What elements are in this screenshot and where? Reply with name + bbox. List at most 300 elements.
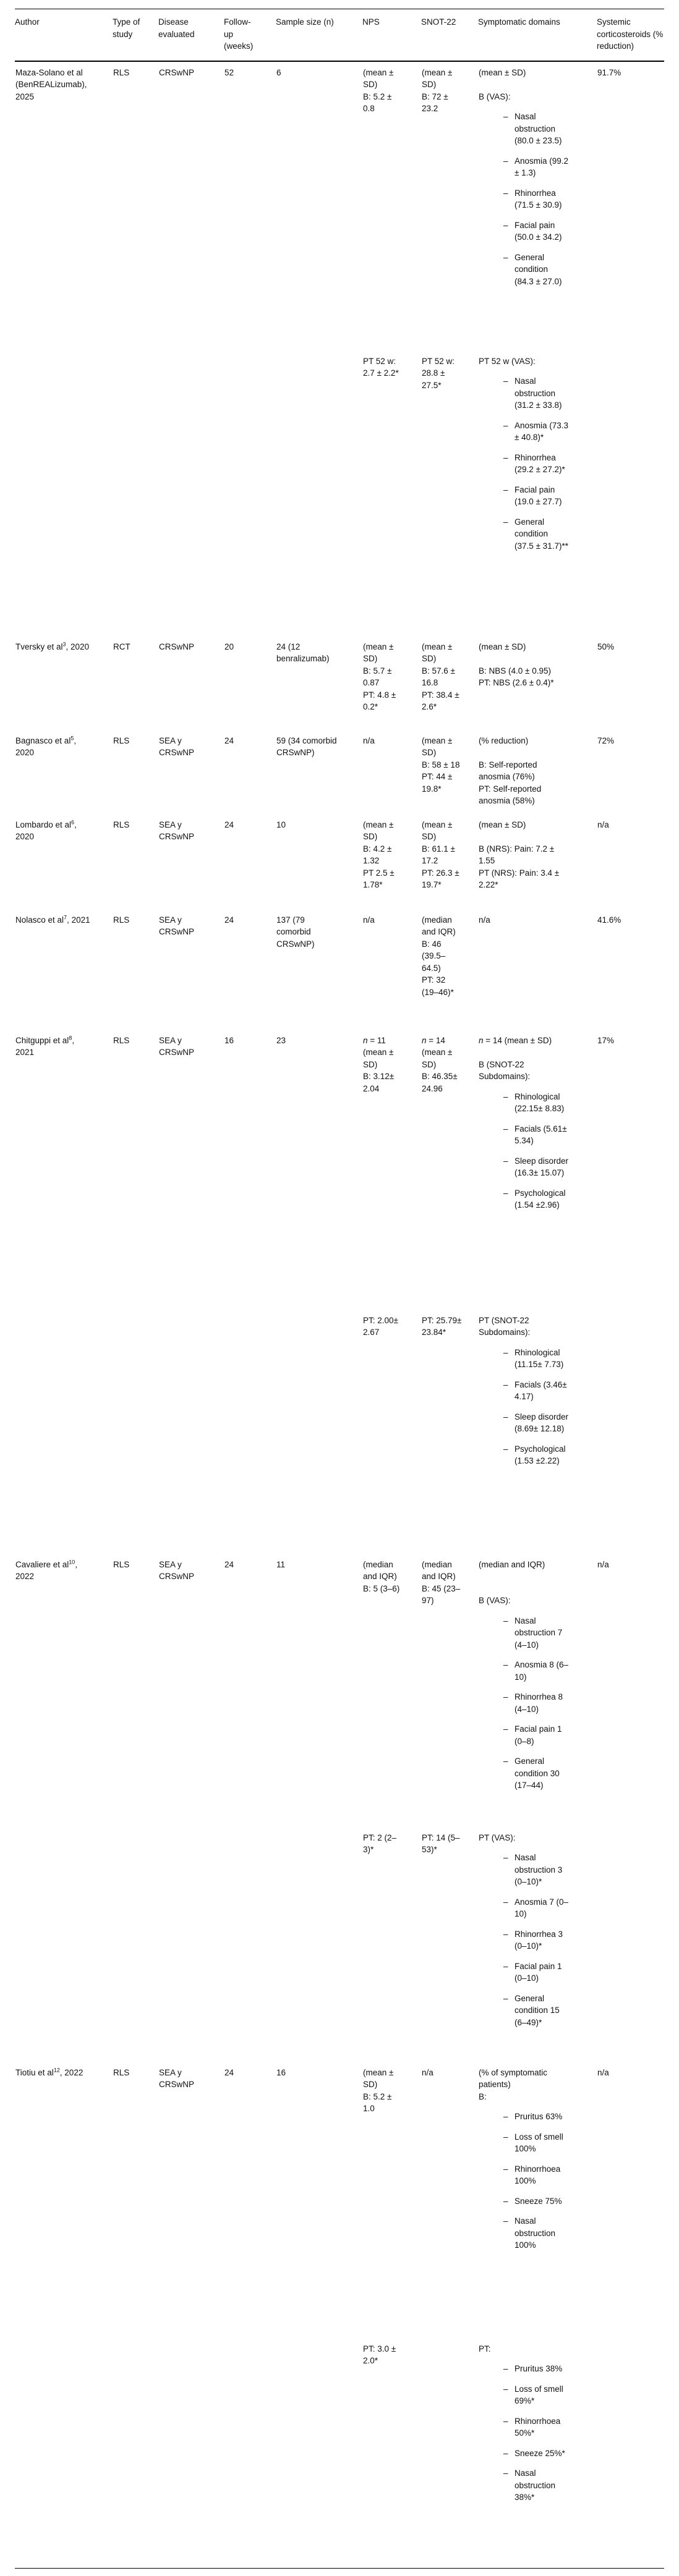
cell-snot22 xyxy=(421,1030,478,1310)
cell-author xyxy=(15,350,113,636)
cell-type-of-study: RLS xyxy=(113,735,130,745)
list-item-text: Nasal obstruction (80.0 ± 23.5) xyxy=(515,112,562,145)
dash-bullet-icon: – xyxy=(503,2112,508,2121)
dash-bullet-icon: – xyxy=(503,1616,508,1625)
blank-line xyxy=(479,747,565,759)
text-line: PT (NRS): Pain: 3.4 ± 2.22* xyxy=(479,868,560,889)
cell-symptomatic-domains xyxy=(478,2062,597,2338)
dash-bullet-icon: – xyxy=(503,420,508,430)
text-line: PT: 2.00± 2.67 xyxy=(363,1315,398,1337)
list-item xyxy=(503,1123,589,1147)
cell-type-of-study: RLS xyxy=(113,2067,130,2077)
list-item xyxy=(503,516,589,553)
text-line: B: 72 ± 23.2 xyxy=(422,91,448,113)
bullet-list xyxy=(479,1347,589,1467)
text-line: n = 14 (mean ± SD) xyxy=(479,1035,552,1045)
cell-snot22 xyxy=(421,909,478,1030)
text-line: B (VAS): xyxy=(479,91,511,101)
column-header-nps: NPS xyxy=(362,9,421,61)
cell-nps xyxy=(362,814,421,909)
cell-snot22 xyxy=(421,2338,478,2569)
list-item-text: Sneeze 25%* xyxy=(515,2448,565,2458)
cell-type-of-study xyxy=(113,1310,158,1554)
dash-bullet-icon: – xyxy=(503,376,508,386)
cell-follow-up: 24 xyxy=(224,820,234,829)
list-item-text: Nasal obstruction 100% xyxy=(515,2216,556,2250)
list-item xyxy=(503,375,589,412)
list-item-text: Rhinorrhea 3 (0–10)* xyxy=(515,1929,563,1951)
column-header-follow-up: Follow-up (weeks) xyxy=(224,9,276,61)
cell-author xyxy=(15,1827,113,2062)
cell-nps xyxy=(362,1310,421,1554)
cell-symptomatic-domains xyxy=(478,61,597,350)
text-line: (mean ± SD) xyxy=(363,820,394,841)
cell-snot22 xyxy=(421,350,478,636)
cell-symptomatic-domains xyxy=(478,1030,597,1310)
list-item xyxy=(503,452,589,476)
table-row xyxy=(15,2062,664,2338)
table-row xyxy=(15,2338,664,2569)
list-item xyxy=(503,252,589,288)
cell-symptomatic-domains xyxy=(478,2338,597,2569)
cell-author: Tiotiu et $al^{12}$, 2022 xyxy=(15,2067,83,2077)
bullet-list xyxy=(479,2363,589,2504)
list-item-text: Rhinorrhoea 50%* xyxy=(515,2416,561,2438)
author-name: Tversky et al xyxy=(15,642,63,651)
text-line: B (SNOT-22 Subdomains): xyxy=(479,1059,531,1081)
cell-author xyxy=(15,2338,113,2569)
dash-bullet-icon: – xyxy=(503,1692,508,1701)
text-line: PT 2.5 ± 1.78* xyxy=(363,868,395,889)
bullet-list xyxy=(479,1852,589,2028)
list-item-text: Sneeze 75% xyxy=(515,2196,562,2206)
cell-snot22 xyxy=(421,1827,478,2062)
cell-systemic-corticosteroids xyxy=(597,1310,664,1554)
cell-symptomatic-domains xyxy=(478,909,597,1030)
cell-author: Lombardo et $al^6$, 2020 xyxy=(15,819,77,841)
dash-bullet-icon: – xyxy=(503,1853,508,1862)
list-item-text: Nasal obstruction 3 (0–10)* xyxy=(515,1853,563,1886)
text-line: n/a xyxy=(422,2067,433,2077)
cell-disease-evaluated xyxy=(158,1827,224,2062)
cell-type-of-study: RLS xyxy=(113,915,130,925)
list-item-text: Psychological (1.54 ±2.96) xyxy=(515,1188,566,1210)
text-line: PT 52 w: 28.8 ± 27.5* xyxy=(422,356,455,390)
cell-follow-up: 52 xyxy=(224,67,234,77)
cell-systemic-corticosteroids xyxy=(597,1827,664,2062)
text-line: (mean ± SD) xyxy=(422,820,453,841)
dash-bullet-icon: – xyxy=(503,1444,508,1454)
dash-bullet-icon: – xyxy=(503,252,508,262)
list-item-text: Anosmia 7 (0–10) xyxy=(515,1897,569,1918)
cell-type-of-study: RLS xyxy=(113,1035,130,1045)
table-row xyxy=(15,1310,664,1554)
list-item-text: Psychological (1.53 ±2.22) xyxy=(515,1444,566,1465)
text-line: (mean ± SD) xyxy=(422,735,453,757)
dash-bullet-icon: – xyxy=(503,485,508,494)
cell-systemic-corticosteroids: n/a xyxy=(597,820,609,829)
reference-superscript: 12 xyxy=(53,2067,60,2073)
cell-systemic-corticosteroids: 17% xyxy=(597,1035,615,1045)
blank-line xyxy=(479,831,565,843)
author-name: Lombardo et al xyxy=(15,820,72,829)
cell-nps xyxy=(362,1554,421,1827)
cell-follow-up: 16 xyxy=(224,1035,234,1045)
text-line: (mean ± SD) xyxy=(422,642,453,663)
cell-systemic-corticosteroids: n/a xyxy=(597,2067,609,2077)
text-line: B: xyxy=(479,2091,487,2101)
blank-line xyxy=(479,1570,565,1595)
dash-bullet-icon: – xyxy=(503,1091,508,1101)
list-item-text: Pruritus 38% xyxy=(515,2364,563,2373)
cell-snot22 xyxy=(421,1310,478,1554)
cell-snot22 xyxy=(421,2062,478,2338)
list-item xyxy=(503,484,589,508)
list-item-text: Pruritus 63% xyxy=(515,2112,563,2121)
cell-sample-size: 10 xyxy=(276,820,286,829)
cell-type-of-study: RLS xyxy=(113,67,130,77)
cell-systemic-corticosteroids: 50% xyxy=(597,642,615,651)
text-line: (% of symptomatic patients) xyxy=(479,2067,548,2089)
dash-bullet-icon: – xyxy=(503,1412,508,1421)
dash-bullet-icon: – xyxy=(503,2384,508,2394)
table-row xyxy=(15,814,664,909)
cell-nps xyxy=(362,636,421,730)
cell-follow-up: 24 xyxy=(224,1559,234,1569)
text-line: B: 5.2 ± 1.0 xyxy=(363,2091,392,2113)
text-line: PT: 26.3 ± 19.7* xyxy=(422,868,459,889)
dash-bullet-icon: – xyxy=(503,1993,508,2003)
dash-bullet-icon: – xyxy=(503,220,508,230)
cell-follow-up: 24 xyxy=(224,735,234,745)
cell-sample-size xyxy=(276,1310,362,1554)
column-header-snot-22: SNOT-22 xyxy=(421,9,478,61)
table-body xyxy=(15,61,664,2569)
dash-bullet-icon: – xyxy=(503,2164,508,2174)
cell-author: Cavaliere et $al^{10}$, 2022 xyxy=(15,1559,78,1581)
list-item-text: Nasal obstruction 38%* xyxy=(515,2468,556,2502)
cell-follow-up: 24 xyxy=(224,2067,234,2077)
list-item-text: Loss of smell 100% xyxy=(515,2132,563,2153)
text-line: PT: NBS (2.6 ± 0.4)* xyxy=(479,678,554,687)
cell-disease-evaluated xyxy=(158,2338,224,2569)
reference-superscript: 3 xyxy=(62,641,66,647)
cell-follow-up xyxy=(224,350,276,636)
author-name: Nolasco et al xyxy=(15,915,64,925)
cell-nps xyxy=(362,2062,421,2338)
text-line: B: 58 ± 18 xyxy=(422,760,460,769)
blank-line xyxy=(479,78,565,91)
cell-sample-size: 23 xyxy=(276,1035,286,1045)
list-item xyxy=(503,1091,589,1115)
dash-bullet-icon: – xyxy=(503,1724,508,1734)
text-line: PT: 2 (2–3)* xyxy=(363,1832,397,1854)
cell-snot22 xyxy=(421,61,478,350)
table-row xyxy=(15,61,664,350)
list-item-text: General condition 15 (6–49)* xyxy=(515,1993,560,2027)
text-line: PT 52 w (VAS): xyxy=(479,356,536,366)
blank-line xyxy=(479,653,565,665)
list-item-text: Rhinological (11.15± 7.73) xyxy=(515,1347,564,1369)
list-item xyxy=(503,1347,589,1371)
table-row xyxy=(15,1827,664,2062)
text-line: PT: xyxy=(479,2344,491,2354)
cell-disease-evaluated: SEA y CRSwNP xyxy=(159,915,195,936)
cell-sample-size xyxy=(276,2338,362,2569)
bullet-list xyxy=(479,111,589,287)
text-line: n = 14 (mean ± SD) xyxy=(422,1035,453,1069)
list-item-text: Facial pain 1 (0–10) xyxy=(515,1961,562,1983)
cell-disease-evaluated: SEA y CRSwNP xyxy=(159,1035,195,1057)
cell-type-of-study xyxy=(113,2338,158,2569)
list-item-text: Facial pain 1 (0–8) xyxy=(515,1724,562,1746)
cell-sample-size xyxy=(276,1827,362,2062)
cell-author: Nolasco et $al^7$, 2021 xyxy=(15,914,90,925)
list-item xyxy=(503,155,589,179)
cell-author xyxy=(15,61,113,350)
text-line: (mean ± SD) xyxy=(479,820,526,829)
cell-nps xyxy=(362,730,421,814)
cell-disease-evaluated: SEA y CRSwNP xyxy=(159,1559,195,1581)
table-row xyxy=(15,1030,664,1310)
text-line: (median and IQR) xyxy=(479,1559,545,1569)
dash-bullet-icon: – xyxy=(503,1929,508,1939)
cell-type-of-study: RLS xyxy=(113,1559,130,1569)
cell-symptomatic-domains xyxy=(478,350,597,636)
text-line: PT: 14 (5–53)* xyxy=(422,1832,460,1854)
dash-bullet-icon: – xyxy=(503,2448,508,2458)
list-item xyxy=(503,2163,589,2187)
dash-bullet-icon: – xyxy=(503,1961,508,1971)
cell-systemic-corticosteroids: 41.6% xyxy=(597,915,621,925)
dash-bullet-icon: – xyxy=(503,1124,508,1133)
dash-bullet-icon: – xyxy=(503,1379,508,1389)
text-line: PT: 3.0 ± 2.0* xyxy=(363,2344,396,2365)
bullet-list xyxy=(479,1091,589,1211)
text-line: B (NRS): Pain: 7.2 ± 1.55 xyxy=(479,844,555,865)
cell-nps xyxy=(362,909,421,1030)
cell-systemic-corticosteroids: 91.7% xyxy=(597,67,621,77)
cell-author: Chitguppi et $al^8$, 2021 xyxy=(15,1035,75,1057)
list-item xyxy=(503,1411,589,1435)
text-line: (mean ± SD) xyxy=(479,642,526,651)
cell-type-of-study xyxy=(113,350,158,636)
header-row xyxy=(15,9,664,61)
column-header-sample-size: Sample size (n) xyxy=(276,9,362,61)
cell-follow-up xyxy=(224,1827,276,2062)
list-item-text: Sleep disorder (8.69± 12.18) xyxy=(515,1412,569,1433)
author-name: Chitguppi et al xyxy=(15,1035,69,1045)
list-item-text: Anosmia 8 (6–10) xyxy=(515,1660,569,1682)
dash-bullet-icon: – xyxy=(503,2216,508,2226)
column-header-author: Author xyxy=(15,9,113,61)
text-line: B: 45 (23–97) xyxy=(422,1583,461,1605)
cell-symptomatic-domains xyxy=(478,1827,597,2062)
cell-author xyxy=(15,1310,113,1554)
bullet-list xyxy=(479,2111,589,2252)
list-item-text: Rhinorrhea (29.2 ± 27.2)* xyxy=(515,452,565,474)
cell-symptomatic-domains xyxy=(478,1554,597,1827)
cell-type-of-study: RLS xyxy=(113,820,130,829)
list-item xyxy=(503,1896,589,1920)
list-item xyxy=(503,1993,589,2029)
cell-author: Bagnasco et $al^5$, 2020 xyxy=(15,735,77,757)
cell-author: Tversky et $al^3$, 2020 xyxy=(15,641,90,651)
author-name: Maza-Solano et al (BenREALizumab), 2025 xyxy=(15,67,87,101)
list-item-text: General condition (37.5 ± 31.7)** xyxy=(515,517,568,551)
reference-superscript: 8 xyxy=(69,1035,72,1041)
text-line: PT: 25.79± 23.84* xyxy=(422,1315,462,1337)
list-item xyxy=(503,1960,589,1985)
text-line: n/a xyxy=(363,735,375,745)
list-item xyxy=(503,1615,589,1651)
cell-nps xyxy=(362,1030,421,1310)
column-header-symptomatic-domains: Symptomatic domains xyxy=(478,9,597,61)
dash-bullet-icon: – xyxy=(503,1188,508,1198)
bullet-list xyxy=(479,1615,589,1792)
text-line: B: 5.2 ± 0.8 xyxy=(363,91,392,113)
list-item-text: Nasal obstruction 7 (4–10) xyxy=(515,1616,563,1650)
list-item-text: General condition (84.3 ± 27.0) xyxy=(515,252,562,286)
dash-bullet-icon: – xyxy=(503,1347,508,1357)
text-line: n/a xyxy=(479,915,490,925)
reference-superscript: 10 xyxy=(69,1559,75,1565)
list-item xyxy=(503,2195,589,2208)
cell-disease-evaluated: CRSwNP xyxy=(159,67,195,77)
column-header-type-of-study: Type of study xyxy=(113,9,158,61)
text-line: B: Self-reported anosmia (76%) xyxy=(479,760,537,781)
list-item-text: Facials (5.61± 5.34) xyxy=(515,1124,567,1145)
text-line: B: 4.2 ± 1.32 xyxy=(363,844,392,865)
list-item xyxy=(503,187,589,211)
list-item xyxy=(503,2383,589,2407)
dash-bullet-icon: – xyxy=(503,1660,508,1669)
text-line: (mean ± SD) xyxy=(422,67,453,89)
cell-nps xyxy=(362,350,421,636)
text-line: PT: 4.8 ± 0.2* xyxy=(363,690,396,711)
cell-snot22 xyxy=(421,814,478,909)
bullet-list xyxy=(479,375,589,552)
text-line: PT: 38.4 ± 2.6* xyxy=(422,690,459,711)
cell-sample-size: 16 xyxy=(276,2067,286,2077)
column-header-systemic-corticosteroids: Systemic corticosteroids (% reduction) xyxy=(597,9,664,61)
cell-type-of-study: RCT xyxy=(113,642,130,651)
dash-bullet-icon: – xyxy=(503,2468,508,2478)
text-line: (mean ± SD) xyxy=(479,67,526,77)
author-name: Bagnasco et al xyxy=(15,735,71,745)
text-line: B: 5.7 ± 0.87 xyxy=(363,666,392,687)
table-row xyxy=(15,1554,664,1827)
list-item xyxy=(503,420,589,444)
text-line: n/a xyxy=(363,915,375,925)
cell-symptomatic-domains xyxy=(478,814,597,909)
text-line: (% reduction) xyxy=(479,735,529,745)
reference-superscript: 7 xyxy=(64,914,67,920)
text-line: B: NBS (4.0 ± 0.95) xyxy=(479,666,551,676)
column-header-disease-evaluated: Disease evaluated xyxy=(158,9,224,61)
table-row xyxy=(15,636,664,730)
cell-symptomatic-domains xyxy=(478,730,597,814)
list-item-text: Anosmia (73.3 ± 40.8)* xyxy=(515,420,569,442)
dash-bullet-icon: – xyxy=(503,188,508,198)
cell-disease-evaluated: SEA y CRSwNP xyxy=(159,2067,195,2089)
text-line: (mean ± SD) xyxy=(363,67,394,89)
cell-systemic-corticosteroids: n/a xyxy=(597,1559,609,1569)
table-row xyxy=(15,350,664,636)
cell-symptomatic-domains xyxy=(478,636,597,730)
text-line: B: 46 (39.5–64.5) xyxy=(422,939,446,973)
list-item-text: Facial pain (19.0 ± 27.7) xyxy=(515,485,562,506)
dash-bullet-icon: – xyxy=(503,1756,508,1766)
text-line: PT (VAS): xyxy=(479,1832,516,1842)
list-item-text: Rhinorrhoea 100% xyxy=(515,2164,561,2185)
list-item xyxy=(503,1852,589,1888)
cell-systemic-corticosteroids xyxy=(597,2338,664,2569)
dash-bullet-icon: – xyxy=(503,517,508,527)
dash-bullet-icon: – xyxy=(503,2364,508,2373)
text-line: B: 61.1 ± 17.2 xyxy=(422,844,455,865)
list-item xyxy=(503,2215,589,2252)
list-item xyxy=(503,1155,589,1179)
list-item-text: Rhinological (22.15± 8.83) xyxy=(515,1091,565,1113)
list-item xyxy=(503,219,589,244)
cell-sample-size: 6 xyxy=(276,67,281,77)
list-item xyxy=(503,1691,589,1715)
reference-superscript: 6 xyxy=(71,819,75,825)
list-item xyxy=(503,1187,589,1211)
reference-superscript: 5 xyxy=(70,735,74,741)
cell-snot22 xyxy=(421,730,478,814)
list-item xyxy=(503,2363,589,2375)
cell-nps xyxy=(362,2338,421,2569)
text-line: PT: Self-reported anosmia (58%) xyxy=(479,784,542,805)
list-item-text: Facials (3.46± 4.17) xyxy=(515,1379,567,1401)
list-item xyxy=(503,1379,589,1403)
list-item-text: Loss of smell 69%* xyxy=(515,2384,563,2405)
cell-disease-evaluated xyxy=(158,350,224,636)
list-item xyxy=(503,1659,589,1683)
list-item-text: Nasal obstruction (31.2 ± 33.8) xyxy=(515,376,562,410)
cell-disease-evaluated: CRSwNP xyxy=(159,642,195,651)
text-line: PT: 44 ± 19.8* xyxy=(422,772,453,794)
cell-sample-size xyxy=(276,350,362,636)
cell-follow-up: 24 xyxy=(224,915,234,925)
cell-follow-up xyxy=(224,2338,276,2569)
cell-nps xyxy=(362,1827,421,2062)
dash-bullet-icon: – xyxy=(503,156,508,166)
list-item xyxy=(503,111,589,147)
cell-follow-up xyxy=(224,1310,276,1554)
dash-bullet-icon: – xyxy=(503,2196,508,2206)
dash-bullet-icon: – xyxy=(503,112,508,121)
text-line: B: 46.35± 24.96 xyxy=(422,1072,458,1093)
author-name: Cavaliere et al xyxy=(15,1559,69,1569)
list-item xyxy=(503,2415,589,2439)
text-line: (mean ± SD) xyxy=(363,642,394,663)
list-item-text: Facial pain (50.0 ± 34.2) xyxy=(515,220,562,242)
text-line: (mean ± SD) xyxy=(363,2067,394,2089)
studies-table xyxy=(15,9,664,2569)
list-item-text: General condition 30 (17–44) xyxy=(515,1756,560,1790)
text-line: (median and IQR) xyxy=(422,915,456,936)
text-line: PT (SNOT-22 Subdomains): xyxy=(479,1315,531,1337)
text-line: (median and IQR) xyxy=(363,1559,397,1581)
list-item-text: Rhinorrhea 8 (4–10) xyxy=(515,1692,563,1714)
list-item xyxy=(503,2131,589,2155)
table-row xyxy=(15,730,664,814)
table-header xyxy=(15,9,664,61)
list-item xyxy=(503,1755,589,1792)
